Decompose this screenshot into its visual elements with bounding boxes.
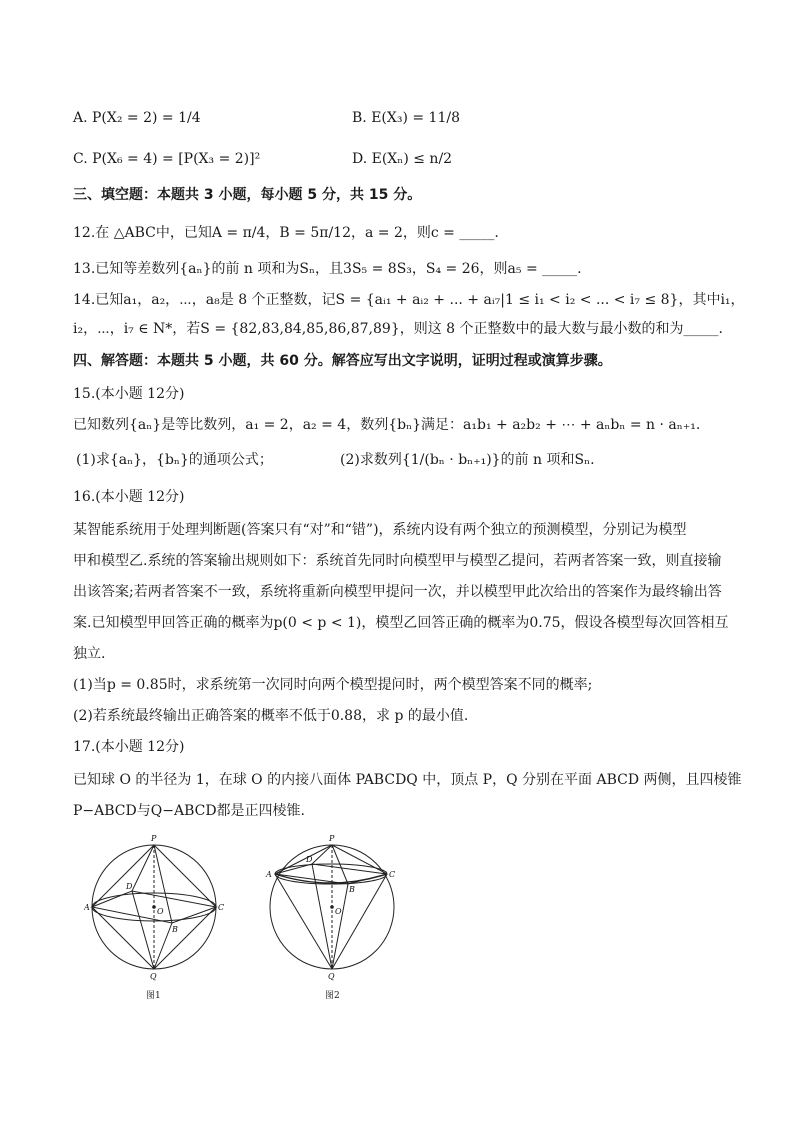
fig1-label-q: Q <box>150 972 157 981</box>
question-15-title: 15.(本小题 12分) <box>73 386 185 402</box>
fig1-label-p: P <box>151 834 157 843</box>
question-15-stem: 已知数列{aₙ}是等比数列，a₁ = 2，a₂ = 4，数列{bₙ}满足：a₁b₁ + a₂b₂ + ⋯ + aₙbₙ = n · aₙ₊₁. <box>73 417 701 433</box>
question-15-part1: (1)求{aₙ}，{bₙ}的通项公式； <box>76 452 273 468</box>
question-13: 13.已知等差数列{aₙ}的前 n 项和为Sₙ，且3S₅ = 8S₃，S₄ = 26，则a₅ = _____. <box>73 261 582 277</box>
question-16-title: 16.(本小题 12分) <box>73 489 185 505</box>
section4-header: 四、解答题：本题共 5 小题，共 60 分。解答应写出文字说明，证明过程或演算步骤。 <box>73 353 612 369</box>
fig2-label-d: D <box>306 855 313 864</box>
question-14-line1: 14.已知a₁，a₂，⋯，a₈是 8 个正整数，记S = {aᵢ₁ + aᵢ₂ + ... + aᵢ₇|1 ≤ i₁ < i₂ < ... < i₇ ≤ 8}，其中i₁， <box>73 292 745 308</box>
fig2-label-c: C <box>389 870 396 879</box>
option-d: D. E(Xₙ) ≤ n/2 <box>352 151 453 167</box>
question-16-line4: 案.已知模型甲回答正确的概率为p(0 < p < 1)，模型乙回答正确的概率为0.75，假设各模型每次回答相互 <box>73 615 729 631</box>
figure-2-octahedron <box>262 832 412 992</box>
fig2-label-a: A <box>266 870 272 879</box>
question-15-part2: (2)求数列{1/(bₙ · bₙ₊₁)}的前 n 项和Sₙ. <box>340 452 595 468</box>
question-14-line2: i₂，⋯，i₇ ∈ N*，若S = {82,83,84,85,86,87,89}，则这 8 个正整数中的最大数与最小数的和为_____. <box>73 321 723 337</box>
question-17-line2: P−ABCD与Q−ABCD都是正四棱锥. <box>73 803 305 819</box>
question-16-line5: 独立. <box>73 646 106 662</box>
option-b: B. E(X₃) = 11/8 <box>352 110 460 126</box>
fig2-label-b: B <box>349 885 355 894</box>
option-c: C. P(X₆ = 4) = [P(X₃ = 2)]² <box>73 151 261 167</box>
fig2-label-q: Q <box>328 972 335 981</box>
figure-1-caption: 图1 <box>146 991 161 1001</box>
figure-1-octahedron <box>84 832 234 992</box>
question-16-part2: (2)若系统最终输出正确答案的概率不低于0.88，求 p 的最小值. <box>73 708 469 724</box>
fig2-center-dot <box>330 905 334 909</box>
fig1-center-dot <box>152 905 156 909</box>
question-16-part1: (1)当p = 0.85时，求系统第一次同时向两个模型提问时，两个模型答案不同的概率; <box>73 677 593 693</box>
fig1-label-c: C <box>218 903 225 912</box>
fig2-label-o: O <box>335 907 342 916</box>
figure-2-caption: 图2 <box>325 991 340 1001</box>
question-16-line1: 某智能系统用于处理判断题(答案只有“对”和“错”)，系统内设有两个独立的预测模型，分别记为模型 <box>73 522 687 538</box>
option-a: A. P(X₂ = 2) = 1/4 <box>73 110 201 126</box>
question-17-title: 17.(本小题 12分) <box>73 739 185 755</box>
fig1-label-o: O <box>157 907 164 916</box>
fig1-label-b: B <box>172 925 178 934</box>
question-16-line2: 甲和模型乙.系统的答案输出规则如下：系统首先同时向模型甲与模型乙提问，若两者答案一致，则直接输 <box>73 553 722 569</box>
section3-header: 三、填空题：本题共 3 小题，每小题 5 分，共 15 分。 <box>73 187 422 203</box>
question-12: 12.在 △ABC中，已知A = π/4，B = 5π/12，a = 2，则c = _____. <box>73 225 499 241</box>
fig1-label-a: A <box>84 903 90 912</box>
fig2-label-p: P <box>329 834 335 843</box>
fig2-edges-q <box>275 864 387 969</box>
question-17-line1: 已知球 O 的半径为 1，在球 O 的内接八面体 PABCDQ 中，顶点 P，Q 分别在平面 ABCD 两侧，且四棱锥 <box>73 772 742 788</box>
question-16-line3: 出该答案;若两者答案不一致，系统将重新向模型甲提问一次，并以模型甲此次给出的答案作为最终输出答 <box>73 584 722 600</box>
fig1-label-d: D <box>126 882 133 891</box>
